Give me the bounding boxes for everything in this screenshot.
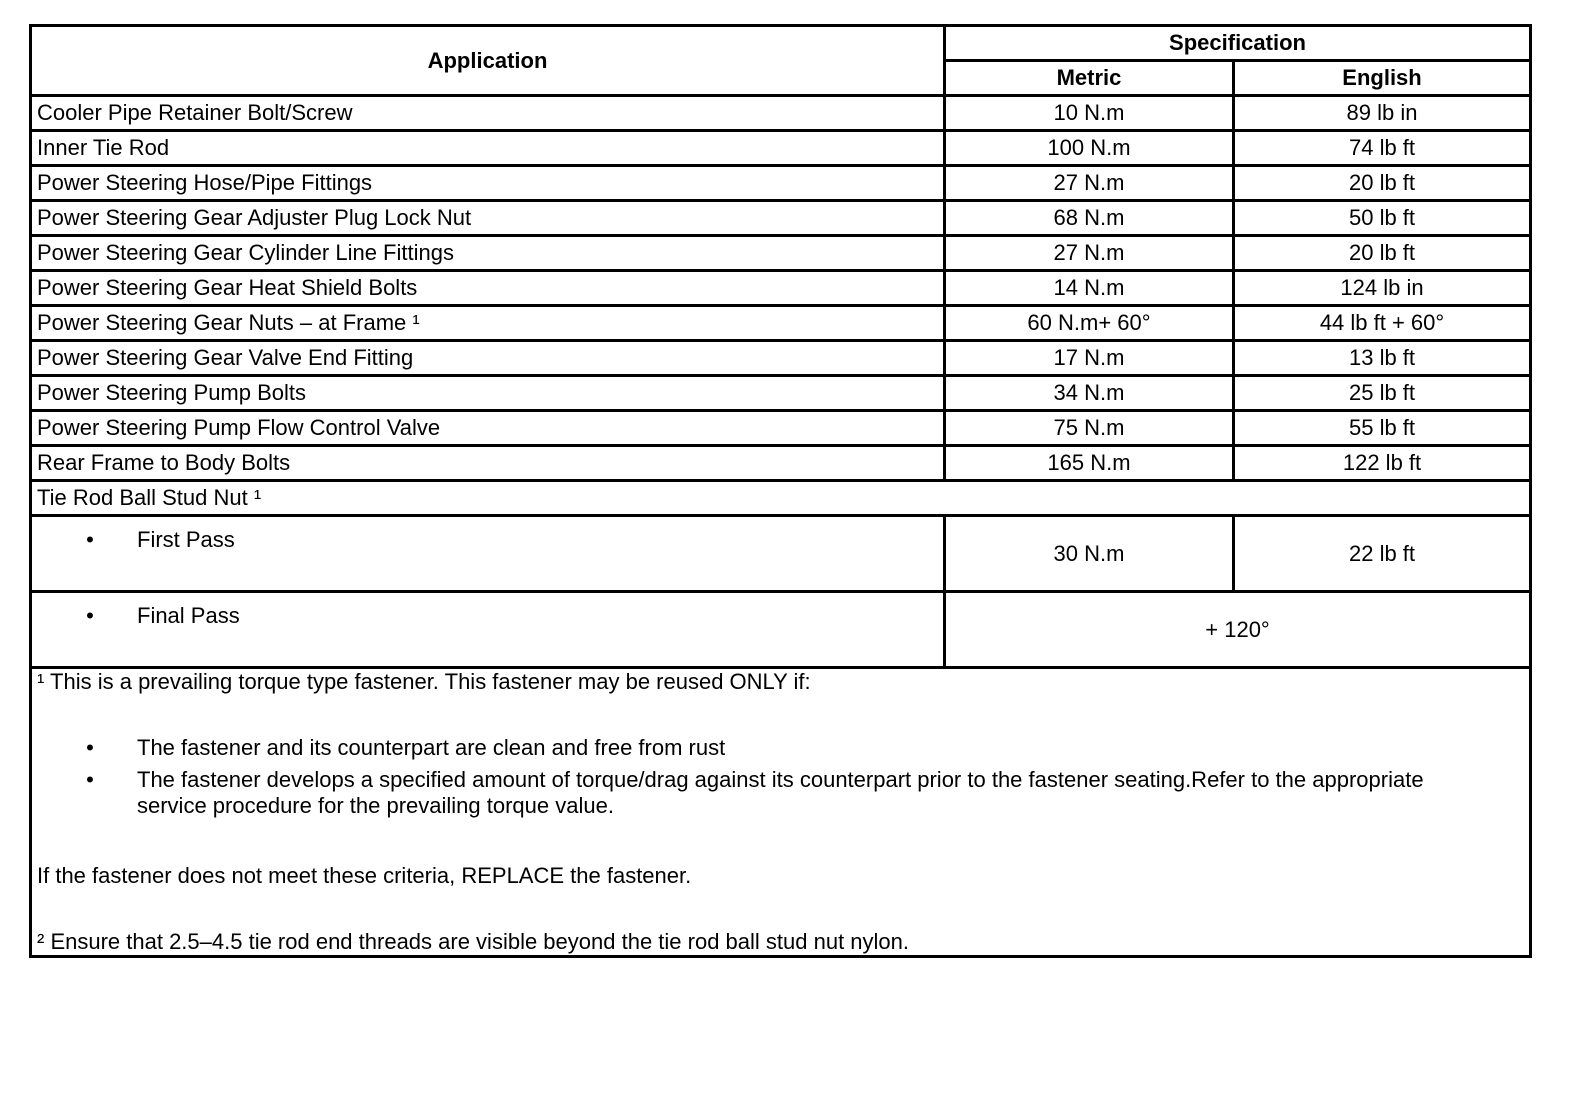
- list-item: [37, 767, 1524, 819]
- list-item: [37, 735, 1524, 761]
- metric-cell: 14 N.m: [945, 271, 1234, 306]
- note1-intro: ¹ This is a prevailing torque type fastener. This fastener may be reused ONLY if:: [37, 669, 811, 694]
- table-row: [31, 341, 1531, 376]
- application-cell: Inner Tie Rod: [31, 131, 945, 166]
- metric-cell: 34 N.m: [945, 376, 1234, 411]
- table-row: [31, 271, 1531, 306]
- metric-cell: 165 N.m: [945, 446, 1234, 481]
- english-cell: 20 lb ft: [1234, 166, 1531, 201]
- metric-cell: 27 N.m: [945, 236, 1234, 271]
- table-row: [31, 411, 1531, 446]
- table-row: [31, 131, 1531, 166]
- metric-cell: 60 N.m+ 60°: [945, 306, 1234, 341]
- english-cell: 25 lb ft: [1234, 376, 1531, 411]
- metric-cell: 100 N.m: [945, 131, 1234, 166]
- table-row: [31, 446, 1531, 481]
- application-cell: Rear Frame to Body Bolts: [31, 446, 945, 481]
- table-row: [31, 236, 1531, 271]
- list-item-text: The fastener develops a specified amount of torque/drag against its counterpart prior to the fastener seating.Refer to the appropriate service procedure for the prevailing torque value.: [137, 767, 1424, 818]
- first-pass-english: 22 lb ft: [1234, 516, 1531, 592]
- metric-cell: 27 N.m: [945, 166, 1234, 201]
- bullet-icon: •: [86, 735, 94, 760]
- application-cell: Power Steering Gear Cylinder Line Fittings: [31, 236, 945, 271]
- list-item-text: The fastener and its counterpart are clean and free from rust: [137, 735, 726, 760]
- english-cell: 55 lb ft: [1234, 411, 1531, 446]
- application-cell: Power Steering Pump Bolts: [31, 376, 945, 411]
- table-row: [31, 166, 1531, 201]
- table-row: [31, 376, 1531, 411]
- english-cell: 89 lb in: [1234, 96, 1531, 131]
- english-cell: 122 lb ft: [1234, 446, 1531, 481]
- first-pass-cell: [31, 516, 945, 592]
- application-cell: Power Steering Gear Adjuster Plug Lock Nut: [31, 201, 945, 236]
- note2: ² Ensure that 2.5–4.5 tie rod end threads are visible beyond the tie rod ball stud nut nylon.: [37, 929, 909, 954]
- english-cell: 44 lb ft + 60°: [1234, 306, 1531, 341]
- tie-rod-row: [31, 481, 1531, 516]
- english-cell: 13 lb ft: [1234, 341, 1531, 376]
- tie-rod-label: Tie Rod Ball Stud Nut ¹: [31, 481, 1531, 516]
- table-row: [31, 96, 1531, 131]
- application-cell: Power Steering Gear Valve End Fitting: [31, 341, 945, 376]
- application-cell: Power Steering Hose/Pipe Fittings: [31, 166, 945, 201]
- bullet-icon: •: [86, 767, 94, 792]
- first-pass-metric: 30 N.m: [945, 516, 1234, 592]
- bullet-icon: •: [86, 527, 94, 552]
- notes-row: [31, 668, 1531, 957]
- table-row: [31, 201, 1531, 236]
- application-cell: Power Steering Pump Flow Control Valve: [31, 411, 945, 446]
- metric-cell: 10 N.m: [945, 96, 1234, 131]
- application-header: Application: [31, 26, 945, 96]
- application-cell: Power Steering Gear Nuts – at Frame ¹: [31, 306, 945, 341]
- table-row: [31, 306, 1531, 341]
- header-row-top: [31, 26, 1531, 61]
- final-pass-cell: [31, 592, 945, 668]
- application-cell: Cooler Pipe Retainer Bolt/Screw: [31, 96, 945, 131]
- english-cell: 74 lb ft: [1234, 131, 1531, 166]
- specification-header: Specification: [945, 26, 1531, 61]
- note1-bullet-list: [37, 735, 1524, 819]
- metric-header: Metric: [945, 61, 1234, 96]
- metric-cell: 17 N.m: [945, 341, 1234, 376]
- notes-cell: [31, 668, 1531, 957]
- english-header: English: [1234, 61, 1531, 96]
- english-cell: 20 lb ft: [1234, 236, 1531, 271]
- final-pass-value: + 120°: [945, 592, 1531, 668]
- torque-spec-table: [29, 24, 1532, 958]
- final-pass-row: [31, 592, 1531, 668]
- first-pass-row: [31, 516, 1531, 592]
- metric-cell: 68 N.m: [945, 201, 1234, 236]
- bullet-icon: •: [86, 603, 94, 628]
- final-pass-label: Final Pass: [137, 603, 240, 628]
- first-pass-label: First Pass: [137, 527, 235, 552]
- english-cell: 50 lb ft: [1234, 201, 1531, 236]
- replace-note: If the fastener does not meet these criteria, REPLACE the fastener.: [37, 863, 692, 888]
- metric-cell: 75 N.m: [945, 411, 1234, 446]
- application-cell: Power Steering Gear Heat Shield Bolts: [31, 271, 945, 306]
- english-cell: 124 lb in: [1234, 271, 1531, 306]
